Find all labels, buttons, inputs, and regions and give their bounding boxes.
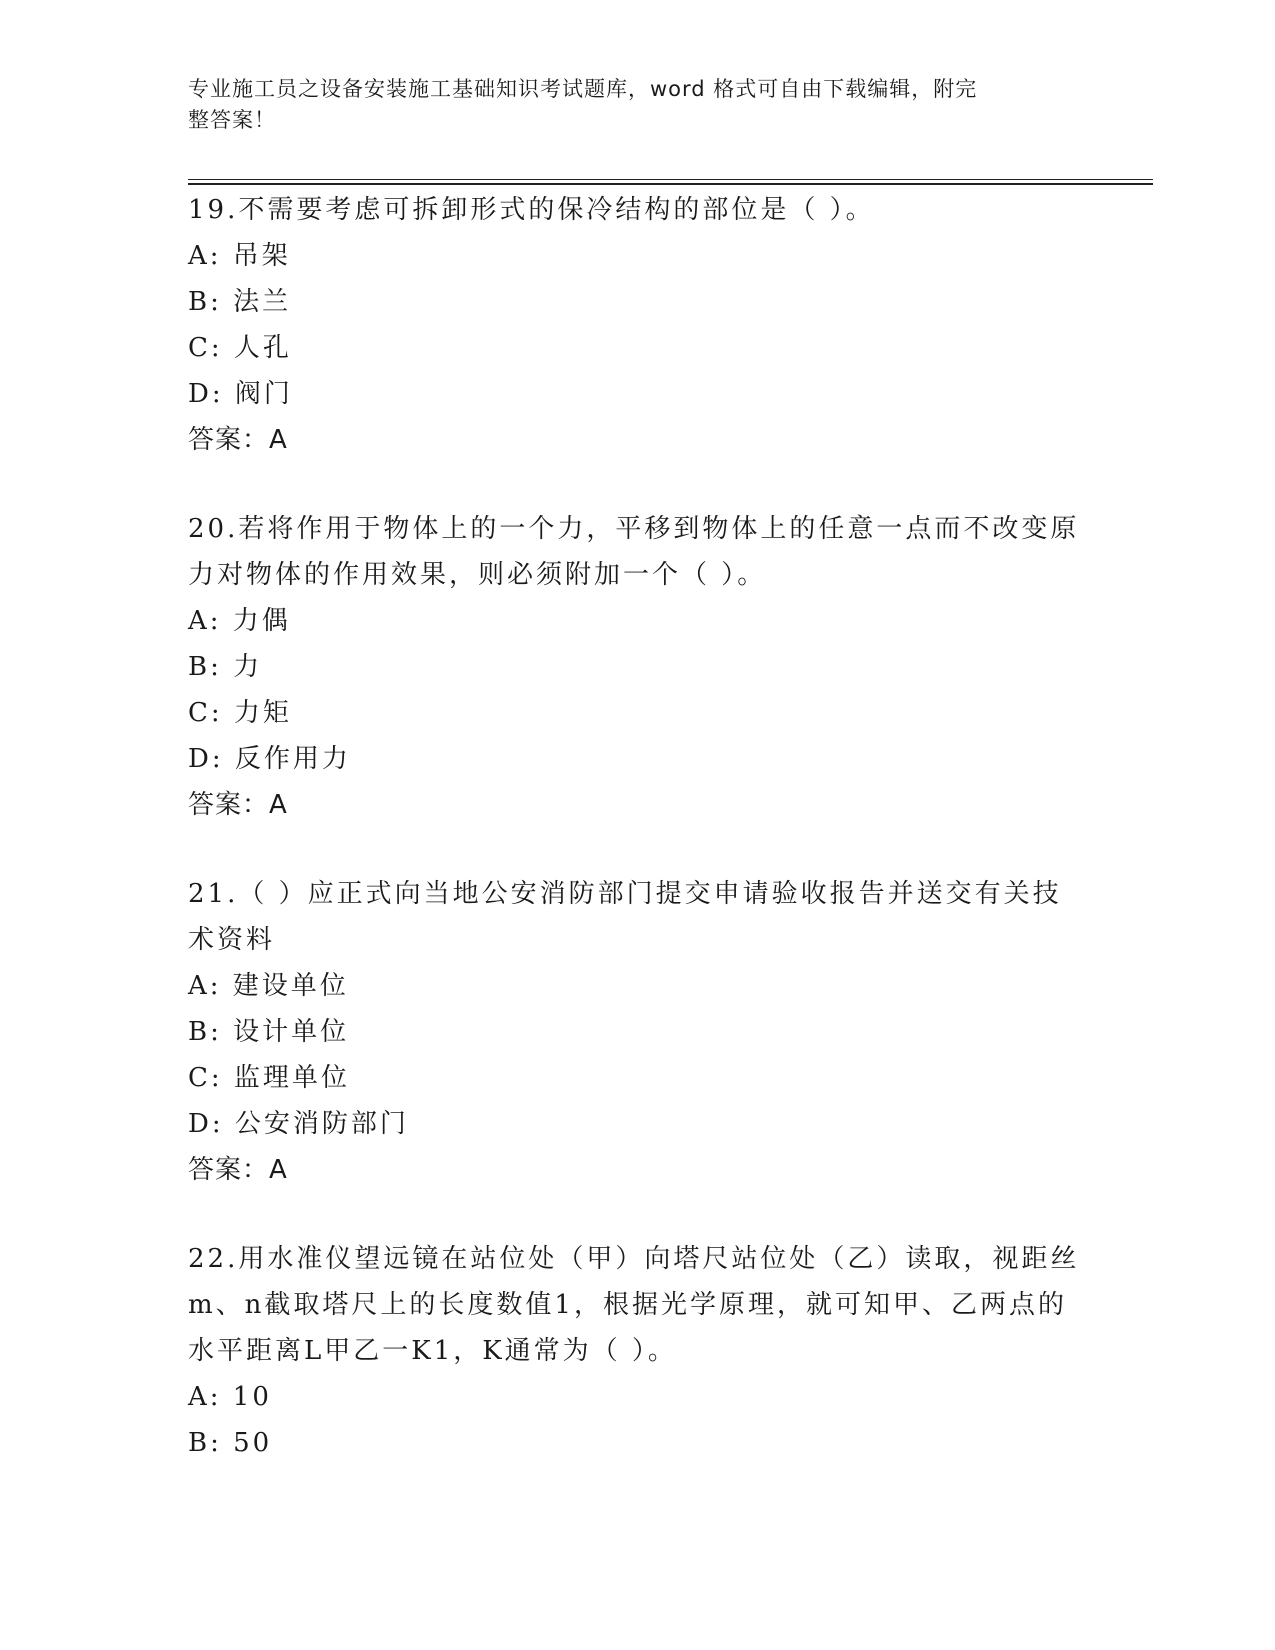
question-20 [188, 506, 1088, 828]
option-d: D: 公安消防部门 [188, 1109, 409, 1139]
question-19 [188, 187, 1088, 463]
question-22 [188, 1236, 1088, 1466]
question-stem: 22.用水准仪望远镜在站位处（甲）向塔尺站位处（乙）读取，视距丝m、n截取塔尺上的长度数值1，根据光学原理，就可知甲、乙两点的水平距离L甲乙一K1，K通常为（ ）。 [188, 1244, 1080, 1366]
header-line-1: 专业施工员之设备安装施工基础知识考试题库，word 格式可自由下载编辑，附完 [188, 77, 978, 101]
option-c: C: 监理单位 [188, 1063, 350, 1093]
header-line-2: 整答案！ [188, 108, 276, 132]
option-b: B: 法兰 [188, 287, 292, 317]
answer-label: 答案： [188, 425, 270, 455]
answer-value: A [269, 790, 288, 820]
question-list [188, 187, 1088, 1509]
option-c: C: 人孔 [188, 333, 292, 363]
option-a: A: 力偶 [188, 606, 291, 636]
header-divider-thin [188, 179, 1153, 180]
option-a: A: 10 [188, 1382, 272, 1412]
answer-label: 答案： [188, 1155, 270, 1185]
option-b: B: 50 [188, 1428, 273, 1458]
option-d: D: 阀门 [188, 379, 293, 409]
document-header [188, 74, 1068, 136]
option-a: A: 吊架 [188, 241, 291, 271]
question-stem: 19.不需要考虑可拆卸形式的保冷结构的部位是（ ）。 [188, 195, 875, 225]
option-a: A: 建设单位 [188, 971, 349, 1001]
option-b: B: 力 [188, 652, 263, 682]
answer-line [188, 417, 1088, 463]
option-d: D: 反作用力 [188, 744, 351, 774]
option-b: B: 设计单位 [188, 1017, 350, 1047]
answer-line [188, 1147, 1088, 1193]
question-stem: 21.（ ）应正式向当地公安消防部门提交申请验收报告并送交有关技术资料 [188, 879, 1062, 955]
question-21 [188, 871, 1088, 1193]
answer-line [188, 782, 1088, 828]
question-stem: 20.若将作用于物体上的一个力，平移到物体上的任意一点而不改变原力对物体的作用效果，则必须附加一个（ ）。 [188, 514, 1080, 590]
answer-value: A [269, 1155, 288, 1185]
answer-value: A [269, 425, 288, 455]
header-divider-thick [188, 183, 1153, 185]
answer-label: 答案： [188, 790, 270, 820]
option-c: C: 力矩 [188, 698, 292, 728]
